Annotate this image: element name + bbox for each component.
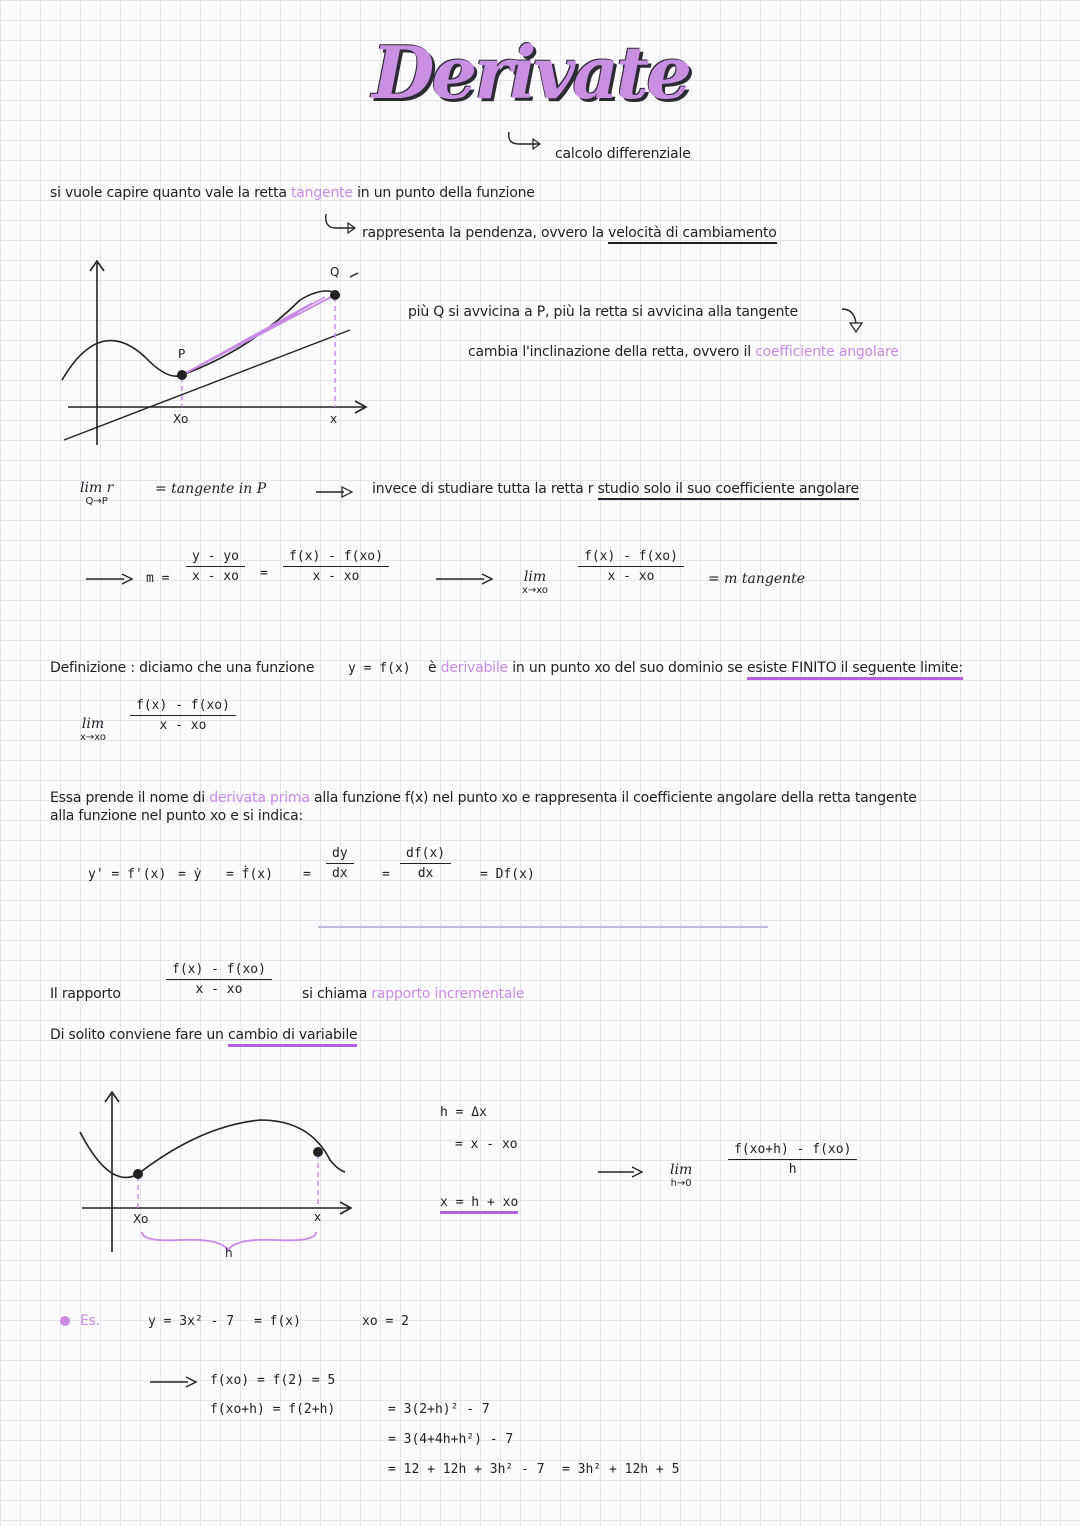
fraction-den: x - xo bbox=[195, 982, 243, 997]
arrow-icon bbox=[505, 130, 545, 150]
derivative-line-1 bbox=[50, 790, 917, 806]
example-label: Es. bbox=[80, 1313, 100, 1329]
change-var-note bbox=[50, 1027, 357, 1043]
equals-sign: = bbox=[382, 867, 390, 882]
page-title: Derivate bbox=[372, 30, 690, 115]
intro-text: si vuole capire quanto vale la retta bbox=[50, 185, 291, 201]
instead-underlined: studio solo il suo coefficiente angolare bbox=[598, 481, 859, 500]
m-tangent: = m tangente bbox=[708, 571, 806, 587]
definition-limit bbox=[80, 716, 106, 743]
slope-fraction-3 bbox=[578, 549, 684, 584]
lim-sub: Q→P bbox=[85, 496, 108, 507]
example-x0: xo = 2 bbox=[362, 1314, 409, 1329]
derivative-text: Essa prende il nome di bbox=[50, 790, 210, 806]
ratio-highlight: rapporto incrementale bbox=[371, 986, 525, 1002]
equals-sign: = bbox=[260, 566, 268, 581]
definition-lead: Definizione : diciamo che una funzione bbox=[50, 660, 315, 676]
notation-dot-y: = ẏ bbox=[178, 867, 202, 882]
x-definition: x = h + xo bbox=[440, 1195, 518, 1214]
lim-sub: h→0 bbox=[670, 1178, 692, 1189]
definition-text: è bbox=[428, 660, 441, 676]
limit-r bbox=[80, 480, 113, 507]
arrow-right-icon bbox=[86, 572, 136, 586]
definition-fraction bbox=[130, 698, 236, 733]
slope-fraction-2 bbox=[283, 549, 389, 584]
ratio-text: si chiama bbox=[302, 986, 372, 1002]
derivative-line-2: alla funzione nel punto xo e si indica: bbox=[50, 808, 304, 824]
notation-dot-f: = ḟ(x) bbox=[226, 867, 273, 882]
fraction-num: f(x) - f(xo) bbox=[166, 962, 272, 980]
subtitle: calcolo differenziale bbox=[555, 146, 691, 162]
h-definition: h = Δx bbox=[440, 1105, 487, 1120]
fraction-den: dx bbox=[332, 866, 348, 881]
fraction-den: h bbox=[788, 1162, 797, 1177]
derivative-text: alla funzione f(x) nel punto xo e rappresenta il coefficiente angolare della retta tangente bbox=[309, 790, 917, 806]
divider bbox=[318, 926, 768, 928]
inclination-note bbox=[468, 344, 899, 360]
x-label: x bbox=[330, 412, 337, 426]
notation-d: = Df(x) bbox=[480, 867, 535, 882]
point-p-label: P bbox=[178, 347, 186, 361]
x0-label: Xo bbox=[173, 412, 189, 426]
ratio-label: Il rapporto bbox=[50, 986, 121, 1002]
inclination-highlight: coefficiente angolare bbox=[755, 344, 899, 360]
inclination-text: cambia l'inclinazione della retta, ovvero il bbox=[468, 344, 756, 360]
intro-after: in un punto della funzione bbox=[352, 185, 535, 201]
substitution-fraction bbox=[728, 1142, 857, 1177]
arrow-icon bbox=[322, 212, 362, 234]
lim-text: lim bbox=[670, 1162, 693, 1178]
x-label: x bbox=[314, 1210, 321, 1224]
example-result: = 3h² + 12h + 5 bbox=[562, 1462, 680, 1477]
definition-func: y = f(x) bbox=[348, 661, 411, 676]
fraction-num: f(x) - f(xo) bbox=[130, 698, 236, 716]
instead-text: invece di studiare tutta la retta r bbox=[372, 481, 598, 497]
substitution-limit bbox=[670, 1162, 692, 1189]
x0-label: Xo bbox=[133, 1212, 149, 1226]
instead-note bbox=[372, 481, 859, 497]
arrow-down-icon bbox=[840, 305, 870, 335]
ratio-fraction bbox=[166, 962, 272, 997]
definition-rest bbox=[428, 660, 963, 676]
example-bullet bbox=[60, 1316, 70, 1326]
arrow-right-icon bbox=[598, 1165, 644, 1179]
arrow-right-icon bbox=[150, 1375, 200, 1389]
h-expression: = x - xo bbox=[455, 1137, 518, 1152]
intro-line bbox=[50, 185, 535, 201]
slope-limit bbox=[522, 569, 548, 596]
fraction-den: x - xo bbox=[312, 569, 360, 584]
ratio-name bbox=[302, 986, 524, 1002]
change-var-text: Di solito conviene fare un bbox=[50, 1027, 228, 1043]
lim-sub: x→xo bbox=[80, 732, 107, 743]
point-q-label: Q bbox=[330, 265, 340, 279]
fraction-den: x - xo bbox=[607, 569, 655, 584]
fraction-num: f(xo+h) - f(xo) bbox=[728, 1142, 857, 1160]
derivable-highlight: derivabile bbox=[440, 660, 508, 676]
fraction-num: f(x) - f(xo) bbox=[283, 549, 389, 567]
example-step-2: = 3(4+4h+h²) - 7 bbox=[388, 1432, 514, 1447]
example-func-eq: = f(x) bbox=[254, 1314, 301, 1329]
arrow-right-icon bbox=[316, 485, 356, 499]
slope-fraction-1 bbox=[186, 549, 245, 584]
tangent-eq: = tangente in P bbox=[155, 481, 267, 497]
arrow-right-icon bbox=[436, 572, 496, 586]
increment-graph bbox=[70, 1090, 360, 1270]
fraction-den: x - xo bbox=[192, 569, 239, 584]
change-var-underlined: cambio di variabile bbox=[228, 1027, 358, 1047]
lim-text: lim bbox=[523, 569, 547, 585]
lim-text: lim bbox=[81, 716, 105, 732]
fraction-num: df(x) bbox=[400, 846, 451, 864]
definition-underlined: esiste FINITO il seguente limite: bbox=[747, 660, 963, 680]
fraction-num: dy bbox=[326, 846, 354, 864]
leibniz-df-dx bbox=[400, 846, 451, 881]
fraction-den: x - xo bbox=[159, 718, 207, 733]
example-step-1: = 3(2+h)² - 7 bbox=[388, 1402, 490, 1417]
notation-prime: y' = f'(x) bbox=[88, 867, 167, 882]
leibniz-dy-dx bbox=[326, 846, 354, 881]
approach-note: più Q si avvicina a P, più la retta si avvicina alla tangente bbox=[408, 304, 798, 320]
equals-sign: = bbox=[303, 867, 311, 882]
lim-sub: x→xo bbox=[522, 585, 549, 596]
h-label: h bbox=[225, 1246, 233, 1260]
definition-text: in un punto xo del suo dominio se bbox=[507, 660, 747, 676]
slope-note-underlined: velocità di cambiamento bbox=[608, 225, 777, 244]
slope-note-text: rappresenta la pendenza, ovvero la bbox=[362, 225, 609, 241]
lim-text: lim r bbox=[80, 480, 114, 496]
example-step-3: = 12 + 12h + 3h² - 7 bbox=[388, 1462, 545, 1477]
fraction-num: f(x) - f(xo) bbox=[578, 549, 684, 567]
example-f-x0: f(xo) = f(2) = 5 bbox=[210, 1373, 336, 1388]
slope-note bbox=[362, 225, 777, 241]
example-func: y = 3x² - 7 bbox=[148, 1314, 235, 1329]
derivative-highlight: derivata prima bbox=[209, 790, 310, 806]
fraction-num: y - yo bbox=[186, 549, 245, 567]
slope-m: m = bbox=[146, 571, 170, 586]
fraction-den: dx bbox=[417, 866, 434, 881]
intro-highlight: tangente bbox=[291, 185, 353, 201]
example-f-x0h: f(xo+h) = f(2+h) bbox=[210, 1402, 336, 1417]
